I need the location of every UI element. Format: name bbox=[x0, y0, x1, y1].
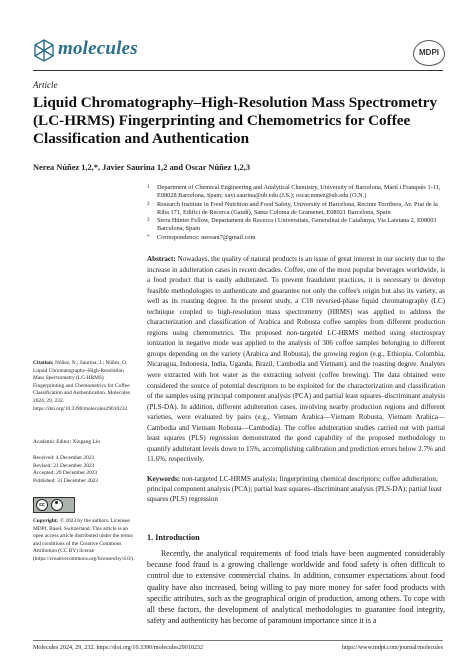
citation-label: Citation: bbox=[33, 360, 54, 366]
footer-journal-link[interactable]: https://www.mdpi.com/journal/molecules bbox=[341, 645, 443, 651]
affiliation-text: Serra Húnter Fellow, Departament de Recerca i Universitats, Generalitat de Catalunya, Via Laietana 2, E08003 Barcelona, Spain bbox=[157, 217, 437, 233]
abstract bbox=[147, 254, 445, 465]
affiliation-text: Research Institute in Food Nutrition and Food Safety, University of Barcelona, Recinte Torribera, Av. Prat de la Riba 171, Edifici de Recerca (Gaudí), Santa Coloma de Gramenet, E08921 Barcelona, Spain bbox=[157, 200, 438, 216]
publisher-logo-text: MDPI bbox=[419, 48, 439, 57]
footer-rule bbox=[33, 640, 443, 641]
revised-date: Revised: 21 December 2023 bbox=[33, 462, 95, 469]
affiliation-number: * bbox=[147, 234, 150, 240]
journal-logo-icon bbox=[33, 38, 55, 64]
author-list: Nerea Núñez 1,2,*, Javier Saurina 1,2 and Oscar Núñez 1,2,3 bbox=[33, 163, 251, 172]
attribution-icon bbox=[51, 499, 63, 511]
footer-citation[interactable]: Molecules 2024, 29, 232. https://doi.org/10.3390/molecules29010232 bbox=[33, 645, 203, 651]
cc-icon: cc bbox=[36, 499, 48, 511]
abstract-label: Abstract: bbox=[147, 255, 176, 263]
section-heading: 1. Introduction bbox=[147, 533, 200, 542]
intro-text: Recently, the analytical requirements of food trials have been augmented considerably because food fraud is a growing challenge worldwide and food safety is often difficult to control due to extensive commercial chains. In addition, consumer expectations about food quality have also increased, being willing to pay more money for safer food products with specific attributes, such as the geographical origin of production, among others. To cope with all these factors, the development of analytical methodologies to guarantee food integrity, safety and authenticity has become of paramount importance since it is a bbox=[147, 549, 445, 626]
citation-block bbox=[33, 360, 133, 413]
header-rule bbox=[33, 70, 443, 71]
affiliation-number: 3 bbox=[147, 218, 150, 224]
article-title: Liquid Chromatography–High-Resolution Mass Spectrometry (LC-HRMS) Fingerprinting and Chemometrics for Coffee Classification and Authentication bbox=[33, 94, 438, 147]
accepted-date: Accepted: 29 December 2023 bbox=[33, 470, 98, 477]
keywords bbox=[147, 474, 445, 505]
affiliation-item bbox=[147, 184, 447, 201]
affiliation-text: Correspondence: nereant7@gmail.com bbox=[157, 233, 256, 241]
received-date: Received: 4 December 2023 bbox=[33, 455, 95, 461]
copyright-text: © 2023 by the authors. Licensee MDPI, Basel, Switzerland. This article is an open access article distributed under the terms and conditions of the Creative Commons Attribution (CC BY) license (https://creativecommons.org/licenses/by/4.0/). bbox=[33, 518, 135, 562]
copyright-label: Copyright: bbox=[33, 518, 59, 524]
cc-by-license-badge[interactable] bbox=[33, 497, 75, 513]
affiliation-text: Department of Chemical Engineering and Analytical Chemistry, University of Barcelona, Martí i Franquès 1-11, E08028 Barcelona, Spain; xavi.saurina@ub.edu (J.S.); oscar.nunez@ub.edu (O.N.) bbox=[157, 184, 441, 200]
keywords-label: Keywords: bbox=[147, 475, 181, 483]
publication-dates bbox=[33, 455, 133, 486]
copyright-block bbox=[33, 518, 133, 563]
keywords-text: non-targeted LC-HRMS analysis; fingerprinting chemical descriptors; coffee adulteration; principal component analysis (PCA); partial least squares–discriminant analysis (PLS-DA); partial least squares (PLS) regression bbox=[147, 475, 442, 504]
citation-text[interactable]: Núñez, N.; Saurina, J.; Núñez, O. Liquid Chromatography–High-Resolution Mass Spectrometry (LC-HRMS) Fingerprinting and Chemometrics for Coffee Classification and Authentication. Molecules 2024, 29, 232. https://doi.org/10.3390/molecules29010232 bbox=[33, 360, 131, 412]
affiliation-item bbox=[147, 217, 447, 234]
academic-editor: Academic Editor: Xingang Liu bbox=[33, 439, 100, 445]
affiliation-number: 2 bbox=[147, 201, 150, 207]
article-type: Article bbox=[33, 80, 58, 90]
journal-name: molecules bbox=[58, 38, 138, 59]
affiliation-item bbox=[147, 201, 447, 218]
published-date: Published: 31 December 2023 bbox=[33, 478, 99, 485]
intro-paragraph bbox=[147, 548, 445, 626]
abstract-text: Nowadays, the quality of natural products is an issue of great interest in our society due to the increase in adulteration cases in recent decades. Coffee, one of the most popular beverages worldwide, is a food product that is easily adulterated. To prevent fraudulent practices, it is necessary to develop feasible methodologies to authenticate and guarantee not only the coffee's origin but also its variety, as well as its roasting degree. In the present study, a C18 reversed-phase liquid chromatography (LC) technique coupled to high-resolution mass spectrometry (HRMS) was applied to address the characterization and classification of Arabica and Robusta coffee samples from different production regions using chemometrics. The proposed non-targeted LC-HRMS method using electrospray ionization in negative mode was applied to the analysis of 306 coffee samples belonging to different groups depending on the variety (Arabica and Robusta), the growing region (e.g., Ethiopia, Colombia, Nicaragua, Indonesia, India, Uganda, Brazil, Cambodia and Vietnam), and the roasting degree. Analytes were extracted with hot water as the extracting solvent (coffee brewing). The data obtained were considered the source of potential descriptors to be exploited for the characterization and classification of the samples using principal component analysis (PCA) and partial least squares–discriminant analysis (PLS-DA). In addition, different adulteration cases, involving nearby production regions and different varieties, were evaluated by pairs (e.g., Vietnam Arabica—Vietnam Robusta, Vietnam Arabica—Cambodia and Vietnam Robusta—Cambodia). The coffee adulteration studies carried out with partial least squares (PLS) regression demonstrated the good capability of the proposed methodology to quantify adulterant levels down to 15%, accomplishing calibration and prediction errors below 2.7% and 11.6%, respectively. bbox=[147, 255, 445, 464]
publisher-logo bbox=[413, 40, 445, 66]
affiliations bbox=[147, 184, 447, 242]
affiliation-number: 1 bbox=[147, 185, 150, 190]
affiliation-item bbox=[147, 234, 447, 242]
